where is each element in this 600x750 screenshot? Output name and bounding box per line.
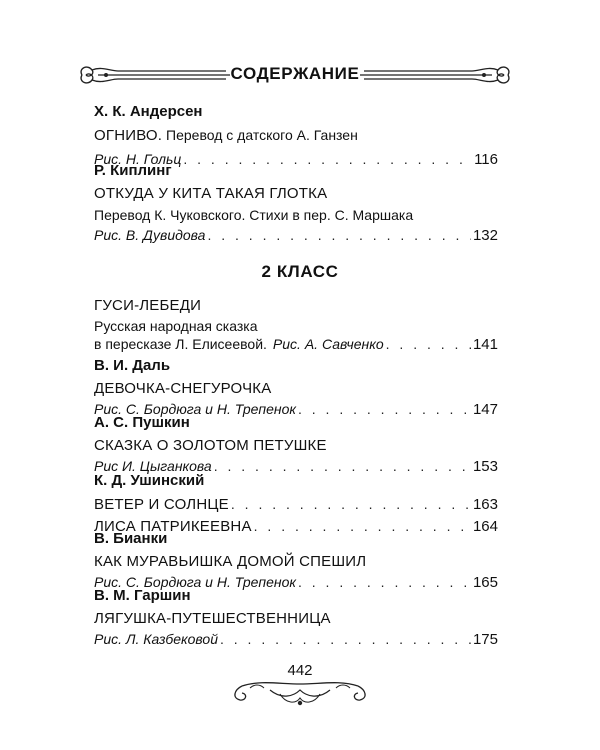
illustrator: Рис И. Цыганкова (94, 458, 212, 474)
footer-ornament-icon (220, 660, 380, 710)
work-title: ВЕТЕР И СОЛНЦЕ (94, 496, 229, 513)
page-ref: 147 (472, 401, 498, 418)
toc-entry-kipling (94, 162, 498, 245)
page-ref: 141 (472, 336, 498, 353)
page-ref: 153 (472, 458, 498, 475)
work-title: ЛЯГУШКА-ПУТЕШЕСТВЕННИЦА (94, 610, 331, 627)
author-name: В. И. Даль (94, 357, 171, 374)
author-name: В. М. Гаршин (94, 587, 191, 604)
author-name: Р. Киплинг (94, 162, 172, 179)
contents-title: СОДЕРЖАНИЕ (230, 64, 360, 83)
illustrator: Рис. Л. Казбековой (94, 631, 218, 647)
leader-dots (220, 630, 471, 648)
translator-note: Перевод с датского А. Ганзен (166, 127, 358, 143)
section-title: 2 КЛАСС (261, 262, 339, 281)
illustrator-row (94, 226, 498, 245)
illustrator: Рис. С. Бордюга и Н. Трепенок (94, 574, 296, 590)
work-title: ДЕВОЧКА-СНЕГУРОЧКА (94, 380, 272, 397)
toc-entry-garshin (94, 587, 498, 649)
page-ref: 175 (472, 631, 498, 648)
author-name: А. С. Пушкин (94, 414, 190, 431)
author-name: К. Д. Ушинский (94, 472, 205, 489)
leader-dots (386, 335, 471, 353)
work-title: ОТКУДА У КИТА ТАКАЯ ГЛОТКА (94, 185, 328, 202)
work-title: ГУСИ-ЛЕБЕДИ (94, 297, 202, 314)
translator-note: Перевод К. Чуковского. Стихи в пер. С. Маршака (94, 207, 414, 223)
work-title: ОГНИВО. (94, 127, 163, 144)
work-title: СКАЗКА О ЗОЛОТОМ ПЕТУШКЕ (94, 437, 327, 454)
illustrator-row (94, 335, 498, 354)
leader-dots (207, 226, 471, 244)
illustrator: Рис. Н. Гольц (94, 151, 182, 167)
author-name: В. Бианки (94, 530, 168, 547)
right-ornament-icon (356, 62, 514, 88)
illustrator: Рис. В. Дувидова (94, 227, 206, 243)
illustrator-row (94, 630, 498, 649)
toc-entry-bianki (94, 530, 498, 592)
toc-entry-andersen (94, 103, 498, 169)
toc-entry-ushinsky (94, 472, 498, 536)
leader-dots (231, 495, 471, 513)
work-line (94, 126, 498, 145)
author-name: Х. К. Андерсен (94, 103, 203, 120)
contents-header (76, 56, 514, 96)
work-row (94, 495, 498, 514)
work-title: ЛИСА ПАТРИКЕЕВНА (94, 518, 252, 535)
subtitle: Русская народная сказка (94, 318, 258, 334)
page-ref: 132 (472, 227, 498, 244)
page-number: 442 (287, 662, 313, 679)
retelling-note: в пересказе Л. Елисеевой. (94, 336, 267, 352)
illustrator: Рис. С. Бордюга и Н. Трепенок (94, 401, 296, 417)
toc-entry-gusi-lebedi (94, 297, 498, 354)
work-title: КАК МУРАВЬИШКА ДОМОЙ СПЕШИЛ (94, 553, 367, 570)
page-ref: 116 (474, 151, 498, 168)
page-ref: 164 (472, 518, 498, 535)
page-ref: 163 (472, 496, 498, 513)
illustrator: Рис. А. Савченко (272, 336, 384, 352)
toc-entry-dal (94, 357, 498, 419)
toc-entry-pushkin (94, 414, 498, 476)
page-footer (220, 660, 380, 710)
page-ref: 165 (472, 574, 498, 591)
